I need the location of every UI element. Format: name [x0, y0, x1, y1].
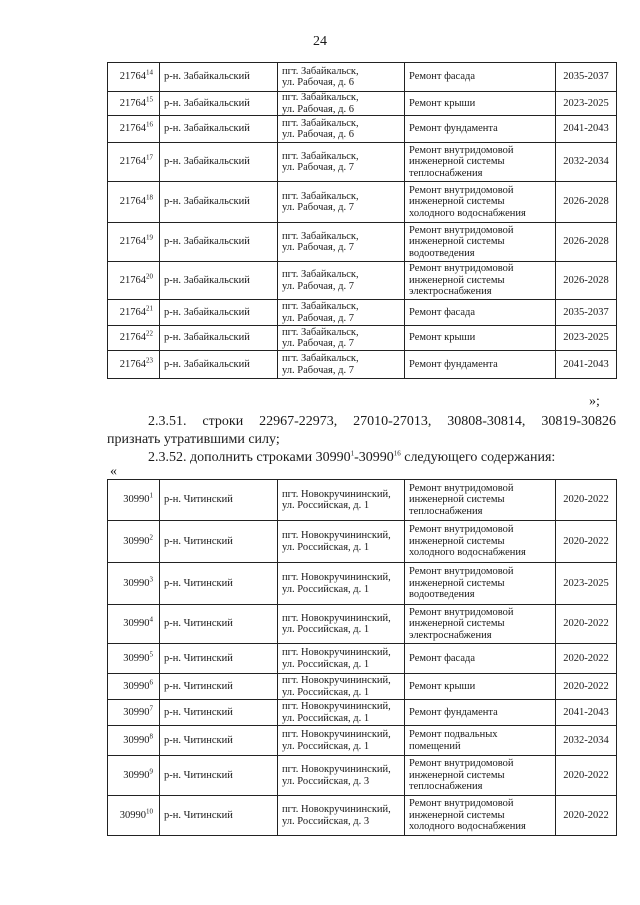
period-cell: 2020-2022	[556, 674, 617, 700]
row-number-cell	[108, 223, 160, 262]
table-row	[108, 63, 617, 92]
work-type-line: водоотведения	[409, 589, 475, 601]
table-row	[108, 326, 617, 351]
period-cell: 2020-2022	[556, 480, 617, 521]
row-number: 21764	[119, 71, 146, 83]
address-line: ул. Рабочая, д. 6	[282, 103, 354, 115]
address-cell	[278, 796, 405, 836]
work-type-line: Ремонт фасада	[409, 71, 476, 83]
address-cell	[278, 92, 405, 116]
row-number-cell	[108, 143, 160, 182]
period-cell: 2041-2043	[556, 351, 617, 379]
paragraph-2-3-52	[148, 449, 555, 466]
row-number: 21764	[119, 332, 146, 344]
work-type-line: Ремонт крыши	[409, 680, 476, 692]
table-row	[108, 223, 617, 262]
table-row	[108, 143, 617, 182]
district-cell: р-н. Читинский	[160, 674, 278, 700]
row-number-index: 19	[146, 233, 153, 242]
row-number: 21764	[119, 274, 146, 286]
row-number: 30990	[123, 652, 150, 664]
work-type-line: помещений	[409, 740, 461, 752]
address-cell	[278, 63, 405, 92]
address-cell	[278, 326, 405, 351]
closing-quote: »;	[589, 394, 600, 409]
district-cell: р-н. Забайкальский	[160, 182, 278, 223]
para-text: -30990	[354, 450, 394, 465]
para-sup: 1	[350, 449, 355, 458]
work-type-line: водоотведения	[409, 247, 475, 259]
period-cell: 2035-2037	[556, 63, 617, 92]
table-row	[108, 700, 617, 726]
period-cell: 2023-2025	[556, 326, 617, 351]
work-type-line: Ремонт фундамента	[409, 123, 498, 135]
address-cell	[278, 521, 405, 563]
work-type-cell	[405, 63, 556, 92]
address-line: пгт. Новокручининский,	[282, 488, 391, 500]
table-row	[108, 796, 617, 836]
district-cell: р-н. Забайкальский	[160, 143, 278, 182]
address-line: ул. Российская, д. 3	[282, 815, 370, 827]
district-cell: р-н. Читинский	[160, 756, 278, 796]
row-number-cell	[108, 116, 160, 143]
work-type-cell	[405, 756, 556, 796]
work-type-line: инженерной системы	[409, 274, 505, 286]
period-cell: 2041-2043	[556, 700, 617, 726]
row-number-index: 4	[149, 615, 153, 624]
work-type-cell	[405, 92, 556, 116]
table-row	[108, 116, 617, 143]
work-type-cell	[405, 563, 556, 605]
work-type-cell	[405, 644, 556, 674]
address-cell	[278, 644, 405, 674]
row-number: 30990	[119, 809, 146, 821]
table-row	[108, 521, 617, 563]
work-type-line: Ремонт внутридомовой	[409, 482, 514, 494]
period-cell: 2020-2022	[556, 521, 617, 563]
work-type-line: Ремонт крыши	[409, 97, 476, 109]
district-cell: р-н. Забайкальский	[160, 116, 278, 143]
work-type-line: теплоснабжения	[409, 167, 483, 179]
address-line: пгт. Забайкальск,	[282, 117, 359, 129]
district-cell: р-н. Читинский	[160, 563, 278, 605]
work-type-line: Ремонт внутридомовой	[409, 566, 514, 578]
work-type-line: холодного водоснабжения	[409, 547, 526, 559]
address-line: ул. Российская, д. 1	[282, 712, 370, 724]
table-row	[108, 300, 617, 326]
row-number: 21764	[119, 358, 146, 370]
address-cell	[278, 300, 405, 326]
row-number-cell	[108, 300, 160, 326]
address-line: ул. Рабочая, д. 7	[282, 312, 354, 324]
housing-repair-table-b	[107, 479, 617, 836]
district-cell: р-н. Забайкальский	[160, 300, 278, 326]
row-number-index: 23	[146, 356, 153, 365]
row-number: 21764	[119, 123, 146, 135]
address-line: ул. Российская, д. 1	[282, 500, 370, 511]
row-number-index: 8	[149, 732, 153, 741]
work-type-line: Ремонт внутридомовой	[409, 606, 514, 618]
work-type-line: инженерной системы	[409, 236, 505, 248]
address-line: ул. Российская, д. 1	[282, 624, 370, 635]
row-number: 21764	[119, 306, 146, 318]
table-row	[108, 756, 617, 796]
row-number: 21764	[119, 196, 146, 208]
row-number-index: 6	[149, 678, 153, 687]
row-number: 30990	[123, 734, 150, 746]
period-cell: 2026-2028	[556, 182, 617, 223]
address-cell	[278, 116, 405, 143]
table-row	[108, 92, 617, 116]
period-cell: 2023-2025	[556, 563, 617, 605]
address-line: ул. Рабочая, д. 7	[282, 202, 354, 213]
period-cell: 2032-2034	[556, 143, 617, 182]
address-line: пгт. Забайкальск,	[282, 269, 359, 280]
work-type-line: Ремонт внутридомовой	[409, 263, 514, 275]
row-number-index: 9	[149, 767, 153, 776]
row-number-index: 5	[149, 650, 153, 659]
row-number: 30990	[123, 769, 150, 781]
district-cell: р-н. Забайкальский	[160, 63, 278, 92]
address-line: ул. Рабочая, д. 6	[282, 129, 354, 140]
row-number-cell	[108, 726, 160, 756]
period-cell: 2041-2043	[556, 116, 617, 143]
row-number-cell	[108, 674, 160, 700]
period-cell: 2035-2037	[556, 300, 617, 326]
para-text: 2.3.52. дополнить строками 30990	[148, 450, 351, 465]
address-cell	[278, 700, 405, 726]
address-line: ул. Рабочая, д. 7	[282, 338, 354, 349]
address-line: ул. Рабочая, д. 7	[282, 280, 354, 292]
period-cell: 2026-2028	[556, 223, 617, 262]
work-type-line: инженерной системы	[409, 535, 505, 547]
district-cell: р-н. Читинский	[160, 644, 278, 674]
row-number-cell	[108, 182, 160, 223]
address-line: пгт. Забайкальск,	[282, 65, 359, 77]
period-cell: 2032-2034	[556, 726, 617, 756]
work-type-line: электроснабжения	[409, 629, 492, 641]
address-line: пгт. Новокручининский,	[282, 675, 391, 686]
period-cell: 2020-2022	[556, 756, 617, 796]
work-type-line: Ремонт фасада	[409, 652, 476, 664]
table-row	[108, 563, 617, 605]
row-number-index: 20	[146, 272, 153, 281]
work-type-line: инженерной системы	[409, 769, 505, 781]
district-cell: р-н. Забайкальский	[160, 223, 278, 262]
work-type-line: инженерной системы	[409, 618, 505, 630]
work-type-line: Ремонт внутридомовой	[409, 184, 514, 196]
row-number: 21764	[119, 236, 146, 248]
work-type-cell	[405, 300, 556, 326]
district-cell: р-н. Забайкальский	[160, 351, 278, 379]
address-line: ул. Российская, д. 3	[282, 775, 370, 787]
work-type-cell	[405, 674, 556, 700]
row-number-index: 21	[146, 304, 153, 313]
district-cell: р-н. Читинский	[160, 605, 278, 644]
district-cell: р-н. Читинский	[160, 796, 278, 836]
address-line: ул. Российская, д. 1	[282, 686, 370, 698]
paragraph-2-3-51-line-1: 2.3.51. строки 22967-22973, 27010-27013, 30808-30814, 30819-30826	[148, 414, 616, 429]
row-number: 21764	[119, 97, 146, 109]
address-line: пгт. Новокручининский,	[282, 804, 391, 815]
table-row	[108, 182, 617, 223]
work-type-cell	[405, 182, 556, 223]
row-number-index: 15	[146, 95, 153, 104]
address-cell	[278, 756, 405, 796]
period-cell: 2023-2025	[556, 92, 617, 116]
table-row	[108, 726, 617, 756]
row-number: 30990	[123, 577, 150, 589]
table-row	[108, 605, 617, 644]
district-cell: р-н. Читинский	[160, 521, 278, 563]
work-type-line: инженерной системы	[409, 494, 505, 506]
paragraph-2-3-51-line-2: признать утратившими силу;	[107, 432, 280, 447]
work-type-line: инженерной системы	[409, 577, 505, 589]
row-number-cell	[108, 63, 160, 92]
row-number-cell	[108, 796, 160, 836]
address-cell	[278, 674, 405, 700]
district-cell: р-н. Читинский	[160, 700, 278, 726]
work-type-line: холодного водоснабжения	[409, 207, 526, 219]
address-line: ул. Рабочая, д. 7	[282, 242, 354, 253]
table-row	[108, 262, 617, 300]
work-type-line: Ремонт крыши	[409, 332, 476, 344]
address-line: пгт. Забайкальск,	[282, 230, 359, 242]
work-type-line: Ремонт внутридомовой	[409, 758, 514, 770]
address-line: ул. Российская, д. 1	[282, 541, 370, 553]
period-cell: 2020-2022	[556, 644, 617, 674]
row-number-index: 14	[146, 68, 153, 77]
address-cell	[278, 143, 405, 182]
row-number-cell	[108, 480, 160, 521]
row-number-cell	[108, 326, 160, 351]
row-number-cell	[108, 644, 160, 674]
address-cell	[278, 182, 405, 223]
period-cell: 2020-2022	[556, 605, 617, 644]
row-number-index: 16	[146, 120, 153, 129]
address-line: ул. Российская, д. 1	[282, 583, 370, 595]
row-number-index: 2	[149, 533, 153, 542]
address-cell	[278, 351, 405, 379]
address-line: пгт. Забайкальск,	[282, 92, 359, 103]
table-row	[108, 644, 617, 674]
table-row	[108, 674, 617, 700]
work-type-cell	[405, 700, 556, 726]
address-line: пгт. Забайкальск,	[282, 326, 359, 338]
para-sup: 16	[393, 449, 401, 458]
address-line: пгт. Новокручининский,	[282, 572, 391, 583]
work-type-line: Ремонт внутридомовой	[409, 144, 514, 156]
row-number-cell	[108, 563, 160, 605]
row-number-cell	[108, 700, 160, 726]
row-number: 30990	[123, 706, 150, 718]
address-line: ул. Российская, д. 1	[282, 658, 370, 670]
work-type-line: холодного водоснабжения	[409, 821, 526, 833]
row-number-index: 17	[146, 153, 153, 162]
district-cell: р-н. Забайкальский	[160, 262, 278, 300]
address-line: пгт. Новокручининский,	[282, 530, 391, 541]
page-number: 24	[313, 34, 327, 49]
row-number: 30990	[123, 618, 150, 630]
row-number-index: 1	[149, 491, 153, 500]
row-number-cell	[108, 262, 160, 300]
address-cell	[278, 223, 405, 262]
row-number-cell	[108, 351, 160, 379]
address-cell	[278, 726, 405, 756]
district-cell: р-н. Читинский	[160, 726, 278, 756]
district-cell: р-н. Забайкальский	[160, 326, 278, 351]
address-line: пгт. Забайкальск,	[282, 353, 359, 364]
row-number: 21764	[119, 156, 146, 168]
address-line: пгт. Забайкальск,	[282, 190, 359, 202]
table-row	[108, 351, 617, 379]
work-type-cell	[405, 262, 556, 300]
row-number-cell	[108, 605, 160, 644]
row-number: 30990	[123, 535, 150, 547]
address-line: ул. Рабочая, д. 7	[282, 364, 354, 376]
district-cell: р-н. Читинский	[160, 480, 278, 521]
address-line: ул. Российская, д. 1	[282, 740, 370, 752]
address-cell	[278, 480, 405, 521]
work-type-cell	[405, 605, 556, 644]
work-type-cell	[405, 326, 556, 351]
row-number-index: 18	[146, 193, 153, 202]
work-type-line: теплоснабжения	[409, 781, 483, 793]
work-type-cell	[405, 143, 556, 182]
address-line: пгт. Новокручининский,	[282, 701, 391, 712]
work-type-line: инженерной системы	[409, 156, 505, 168]
address-cell	[278, 262, 405, 300]
row-number-cell	[108, 756, 160, 796]
work-type-line: Ремонт фасада	[409, 306, 476, 318]
work-type-line: инженерной системы	[409, 809, 505, 821]
opening-quote: «	[110, 464, 117, 479]
work-type-line: Ремонт внутридомовой	[409, 224, 514, 236]
address-line: пгт. Новокручининский,	[282, 612, 391, 624]
address-line: пгт. Новокручининский,	[282, 764, 391, 775]
row-number: 30990	[123, 680, 150, 692]
address-line: пгт. Новокручининский,	[282, 729, 391, 740]
work-type-line: Ремонт фундамента	[409, 706, 498, 718]
address-line: пгт. Новокручининский,	[282, 647, 391, 658]
address-line: пгт. Забайкальск,	[282, 150, 359, 162]
work-type-line: Ремонт фундамента	[409, 358, 498, 370]
work-type-cell	[405, 223, 556, 262]
work-type-cell	[405, 351, 556, 379]
work-type-cell	[405, 480, 556, 521]
work-type-line: Ремонт внутридомовой	[409, 524, 514, 536]
work-type-line: электроснабжения	[409, 286, 492, 298]
row-number: 30990	[123, 494, 150, 506]
work-type-line: теплоснабжения	[409, 505, 483, 517]
period-cell: 2020-2022	[556, 796, 617, 836]
work-type-cell	[405, 796, 556, 836]
work-type-line: Ремонт внутридомовой	[409, 798, 514, 810]
work-type-cell	[405, 726, 556, 756]
district-cell: р-н. Забайкальский	[160, 92, 278, 116]
para-text: следующего содержания:	[400, 450, 556, 465]
period-cell: 2026-2028	[556, 262, 617, 300]
row-number-index: 10	[146, 807, 153, 816]
row-number-index: 22	[146, 329, 153, 338]
work-type-line: Ремонт подвальных	[409, 729, 498, 740]
table-row	[108, 480, 617, 521]
address-cell	[278, 605, 405, 644]
row-number-cell	[108, 92, 160, 116]
address-cell	[278, 563, 405, 605]
row-number-cell	[108, 521, 160, 563]
work-type-cell	[405, 521, 556, 563]
row-number-index: 7	[149, 704, 153, 713]
address-line: пгт. Забайкальск,	[282, 301, 359, 312]
work-type-line: инженерной системы	[409, 196, 505, 208]
address-line: ул. Рабочая, д. 6	[282, 77, 354, 88]
housing-repair-table-a	[107, 62, 617, 379]
row-number-index: 3	[149, 575, 153, 584]
work-type-cell	[405, 116, 556, 143]
address-line: ул. Рабочая, д. 7	[282, 162, 354, 173]
